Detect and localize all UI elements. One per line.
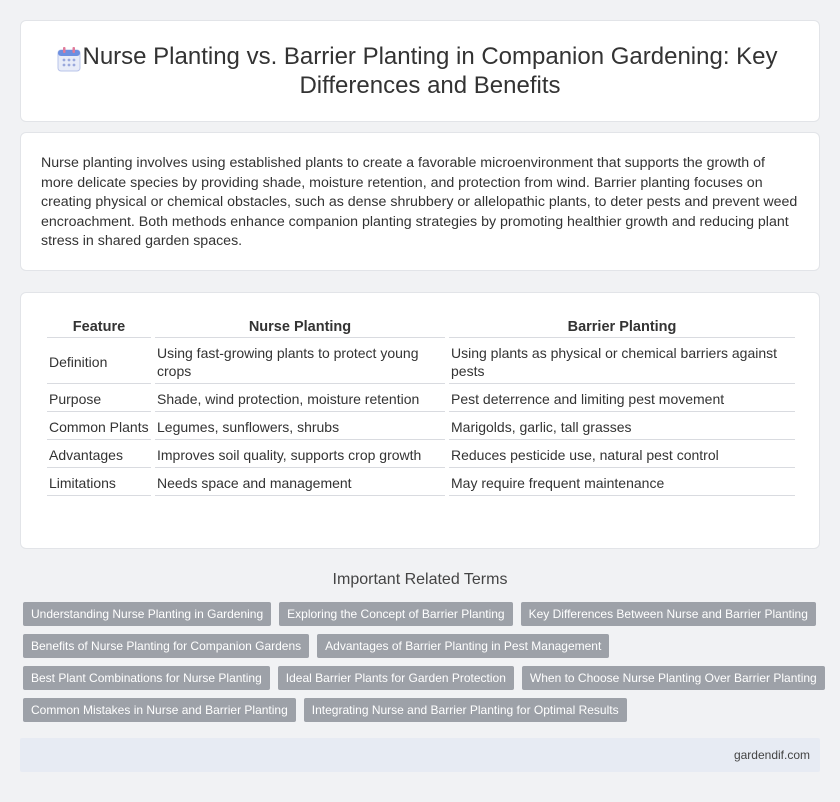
table-header-row [47,316,795,338]
table-row [47,442,795,468]
related-term-link[interactable]: Common Mistakes in Nurse and Barrier Planting [23,698,296,722]
column-header-barrier-planting: Barrier Planting [449,316,795,338]
related-term-link[interactable]: Advantages of Barrier Planting in Pest Management [317,634,609,658]
table-cell: Improves soil quality, supports crop growth [155,442,445,468]
related-term-link[interactable]: Benefits of Nurse Planting for Companion Gardens [23,634,309,658]
page-title: Nurse Planting vs. Barrier Planting in Companion Gardening: Key Differences and Benefits [82,43,778,99]
related-term-link[interactable]: Integrating Nurse and Barrier Planting for Optimal Results [304,698,627,722]
related-term-link[interactable]: Ideal Barrier Plants for Garden Protection [278,666,514,690]
table-row [47,470,795,496]
footer-site-name[interactable]: gardendif.com [733,748,810,762]
table-cell: Legumes, sunflowers, shrubs [155,414,445,440]
intro-paragraph: Nurse planting involves using established plants to create a favorable microenvironment that supports the growth of more delicate species by providing shade, moisture retention, and protection from wind. Barrier planting focuses on creating physical or chemical obstacles, such as dense shrubbery or allelopathic plants, to deter pests and prevent weed encroachment. Both methods enhance companion planting strategies by promoting healthier growth and reducing plant stress in shared garden spaces. [41,155,798,249]
related-term-link[interactable]: Understanding Nurse Planting in Gardening [23,602,271,626]
related-terms-list [23,602,823,730]
comparison-table [43,314,799,498]
related-term-link[interactable]: Best Plant Combinations for Nurse Planting [23,666,270,690]
related-terms-row [23,634,823,658]
footer [20,738,820,772]
header-card [20,20,820,122]
related-terms-row [23,698,823,722]
table-cell: Using plants as physical or chemical barriers against pests [449,340,795,384]
column-header-nurse-planting: Nurse Planting [155,316,445,338]
table-cell: Needs space and management [155,470,445,496]
table-cell: Definition [47,340,151,384]
intro-card [20,132,820,271]
table-cell: May require frequent maintenance [449,470,795,496]
table-cell: Advantages [47,442,151,468]
table-cell: Shade, wind protection, moisture retention [155,386,445,412]
table-cell: Pest deterrence and limiting pest movement [449,386,795,412]
related-terms-row [23,666,823,690]
table-cell: Marigolds, garlic, tall grasses [449,414,795,440]
table-row [47,414,795,440]
table-row [47,340,795,384]
table-cell: Reduces pesticide use, natural pest control [449,442,795,468]
column-header-feature: Feature [47,316,151,338]
related-term-link[interactable]: Key Differences Between Nurse and Barrier Planting [521,602,816,626]
table-cell: Limitations [47,470,151,496]
comparison-table-card [20,292,820,549]
related-terms-title: Important Related Terms [332,571,508,588]
table-row [47,386,795,412]
related-term-link[interactable]: When to Choose Nurse Planting Over Barrier Planting [522,666,825,690]
related-terms-row [23,602,823,626]
table-cell: Common Plants [47,414,151,440]
table-cell: Using fast-growing plants to protect young crops [155,340,445,384]
related-term-link[interactable]: Exploring the Concept of Barrier Planting [279,602,512,626]
table-cell: Purpose [47,386,151,412]
